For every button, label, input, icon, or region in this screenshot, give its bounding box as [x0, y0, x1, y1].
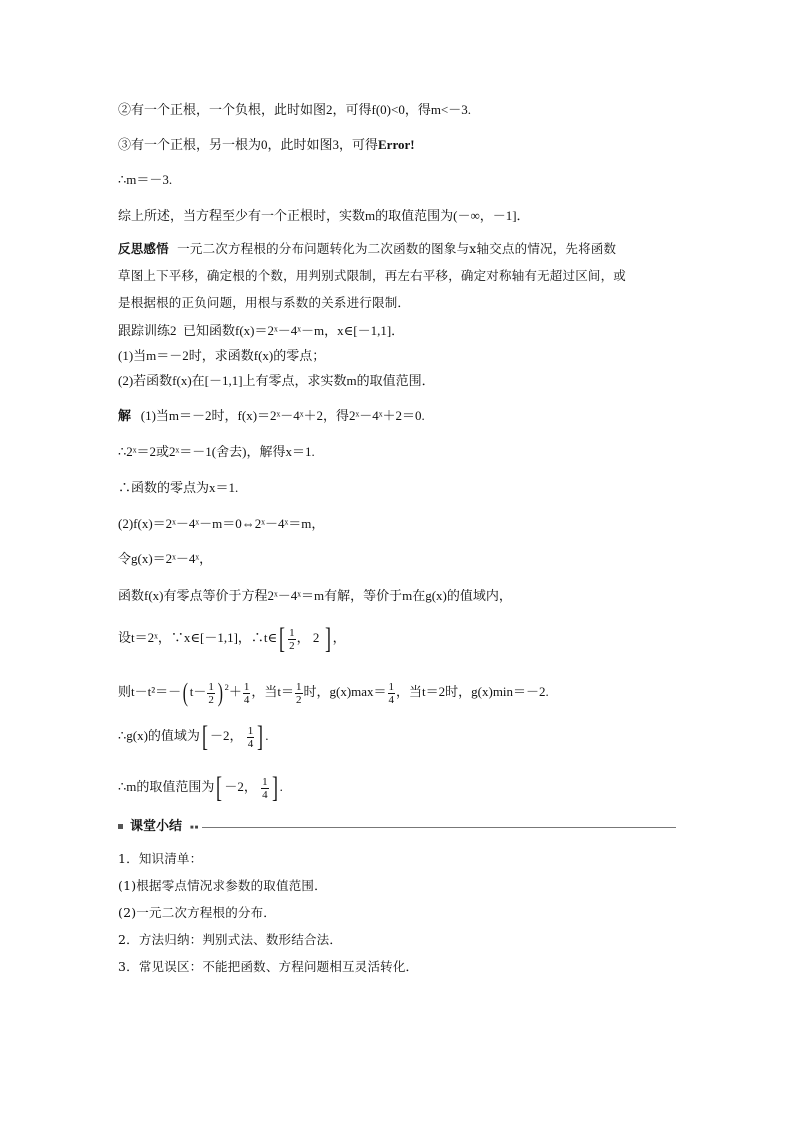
follow-text: 已知函数f(x)＝2ˣ－4ˣ－m，x∈[－1,1]．	[183, 323, 405, 338]
summary-item-3: (2)一元二次方程根的分布．	[118, 905, 277, 920]
case3-line	[118, 136, 415, 154]
solution-line-6: 函数f(x)有零点等价于方程2ˣ－4ˣ＝m有解，等价于m在g(x)的值域内，	[118, 588, 512, 603]
summary-line: 综上所述，当方程至少有一个正根时，实数m的取值范围为(－∞，－1]．	[118, 208, 530, 223]
solution-line-8: 则t－t²＝－( t－ $\frac{1}{2}$ ) $^2$＋ $\frac{1}{4}$ ，当t＝ $\frac{1}{2}$ 时，g(x)max＝ $\frac{1}{4}$ ，当t＝2时，g(x)min＝－2.	[118, 678, 549, 708]
fraction-numerator: 1	[296, 680, 302, 693]
right-bracket: ]	[271, 771, 278, 805]
case2-line: ②有一个正根，一个负根，此时如图2，可得f(0)<0，得m<－3.	[118, 102, 472, 117]
fraction-numerator: 1	[208, 680, 214, 693]
dots-decoration: ■■	[190, 825, 200, 831]
section-divider	[202, 827, 676, 828]
interval-start: －2	[209, 728, 230, 743]
right-bracket: ]	[324, 622, 331, 656]
t-range-text: 设t＝2ˣ，∵x∈[－1,1]，∴t∈	[118, 630, 278, 645]
interval-start: －2	[224, 779, 244, 794]
fraction-numerator: 1	[262, 775, 268, 788]
left-bracket: [	[201, 720, 208, 754]
left-paren: (	[182, 678, 189, 708]
fraction-numerator: 1	[388, 680, 395, 693]
follow-label: 跟踪训练2	[118, 323, 177, 338]
solution-line-4: (2)f(x)＝2ˣ－4ˣ－m＝0⇔2ˣ－4ˣ＝m，	[118, 516, 325, 531]
summary-item-5: 3．常见误区：不能把函数、方程问题相互灵活转化．	[118, 959, 419, 974]
fraction-numerator: 1	[243, 680, 250, 693]
right-bracket: ]	[257, 720, 264, 754]
reflect-label: 反思感悟	[118, 241, 169, 256]
solution-line-9: ∴g(x)的值域为[ －2， $\frac{1}{4}$ ] .	[118, 720, 269, 754]
comma: ，	[332, 630, 346, 645]
interval-end: 2	[312, 630, 320, 645]
quadratic-text: 则t－t²＝－	[118, 684, 182, 699]
fraction-denominator: 2	[208, 693, 214, 706]
reflect-line-2: 草图上下平移，确定根的个数，用判别式限制，再左右平移，确定对称轴有无超过区间，或	[118, 268, 627, 283]
left-bracket: [	[279, 622, 286, 656]
summary-item-1: 1．知识清单：	[118, 851, 203, 866]
fraction-half	[288, 627, 296, 652]
solution-line-1	[118, 407, 425, 425]
follow-line	[118, 322, 404, 340]
solution-line-2: ∴2ˣ＝2或2ˣ＝－1(舍去)，解得x＝1.	[118, 444, 315, 459]
case3-text: ③有一个正根，另一根为0，此时如图3，可得	[118, 137, 379, 152]
summary-item-2: (1)根据零点情况求参数的取值范围．	[118, 878, 327, 893]
fraction-half	[207, 681, 215, 706]
fraction-denominator: 4	[247, 737, 254, 750]
reflect-line-3: 是根据根的正负问题，用根与系数的关系进行限制．	[118, 295, 411, 310]
fraction-denominator: 4	[262, 788, 268, 801]
t-minus: t－	[189, 684, 207, 699]
fraction-quarter	[247, 725, 255, 750]
when-t-text: 当t＝	[264, 684, 294, 699]
solution-line-3: ∴函数的零点为x＝1.	[118, 480, 239, 495]
fraction-denominator: 4	[388, 693, 395, 706]
range-m-text: ∴m的取值范围为	[118, 779, 215, 794]
square-exponent: 2	[224, 682, 229, 692]
left-bracket: [	[216, 771, 223, 805]
gmax-text: 时，g(x)max＝	[303, 684, 387, 699]
reflect-line-1	[118, 240, 616, 258]
gmin-text: ，当t＝2时，g(x)min＝－2.	[396, 684, 549, 699]
solution-line-5: 令g(x)＝2ˣ－4ˣ，	[118, 551, 213, 566]
solution-text-1: (1)当m＝－2时，f(x)＝2ˣ－4ˣ＋2，得2ˣ－4ˣ＋2＝0.	[140, 408, 425, 423]
question-2: (2)若函数f(x)在[－1,1]上有零点，求实数m的取值范围．	[118, 373, 435, 388]
fraction-half	[295, 681, 303, 706]
solution-line-10: ∴m的取值范围为[ －2， $\frac{1}{4}$ ] .	[118, 771, 283, 805]
fraction-numerator: 1	[289, 626, 295, 639]
therefore-m-line: ∴m＝－3.	[118, 172, 173, 187]
error-text: Error!	[378, 137, 415, 152]
plus-sign: ＋	[228, 684, 242, 699]
fraction-denominator: 2	[289, 639, 295, 652]
solution-label: 解	[118, 408, 132, 423]
section-title: 课堂小结	[130, 819, 183, 834]
fraction-numerator: 1	[247, 724, 254, 737]
fraction-denominator: 2	[296, 693, 302, 706]
square-bullet-icon	[118, 824, 123, 829]
fraction-quarter	[243, 681, 251, 706]
right-paren: )	[217, 678, 223, 708]
fraction-quarter	[388, 681, 396, 706]
section-header	[118, 818, 676, 836]
solution-line-7: 设t＝2ˣ，∵x∈[－1,1]，∴t∈[ $\frac{1}{2}$ ， 2 ] ，	[118, 622, 346, 656]
fraction-quarter	[261, 776, 269, 801]
fraction-denominator: 4	[243, 693, 250, 706]
range-g-text: ∴g(x)的值域为	[118, 728, 200, 743]
summary-item-4: 2．方法归纳：判别式法、数形结合法．	[118, 932, 343, 947]
question-1: (1)当m＝－2时，求函数f(x)的零点；	[118, 348, 326, 363]
reflect-text-1: 一元二次方程根的分布问题转化为二次函数的图象与x轴交点的情况，先将函数	[177, 241, 617, 256]
